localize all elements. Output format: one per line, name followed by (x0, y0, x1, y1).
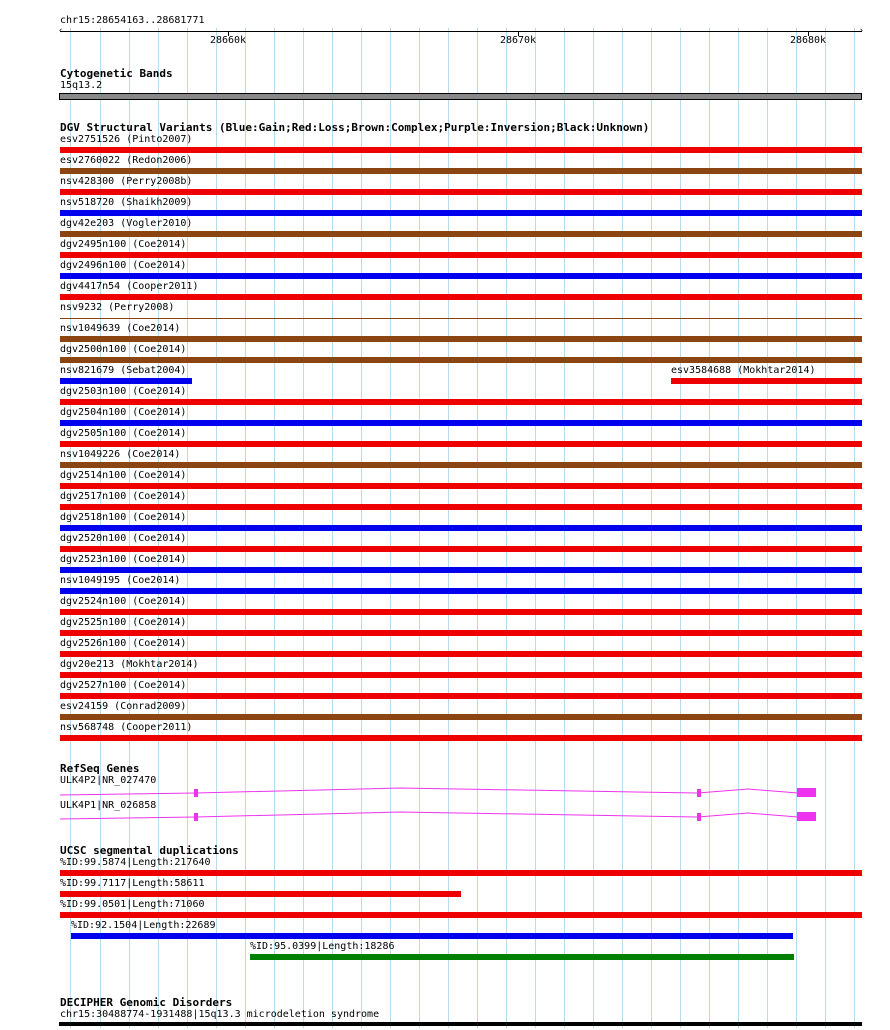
dgv-feature-label[interactable]: dgv42e203 (Vogler2010) (60, 218, 193, 229)
gene-intron-line (60, 788, 798, 795)
dgv-feature-label[interactable]: nsv821679 (Sebat2004) (60, 365, 187, 376)
track-title-segdups[interactable]: UCSC segmental duplications (60, 844, 239, 857)
dgv-feature-label[interactable]: dgv2517n100 (Coe2014) (60, 491, 187, 502)
ruler-tick-label: 28660k (209, 35, 247, 46)
segdup-bar[interactable] (60, 891, 461, 897)
gene-label[interactable]: ULK4P1|NR_026858 (60, 800, 157, 811)
dgv-feature-label[interactable]: dgv2496n100 (Coe2014) (60, 260, 187, 271)
dgv-feature-label[interactable]: dgv2520n100 (Coe2014) (60, 533, 187, 544)
dgv-feature-bar[interactable] (60, 504, 862, 510)
dgv-feature-label[interactable]: dgv2505n100 (Coe2014) (60, 428, 187, 439)
dgv-feature-label[interactable]: esv2751526 (Pinto2007) (60, 134, 193, 145)
dgv-feature-label[interactable]: dgv2524n100 (Coe2014) (60, 596, 187, 607)
gene-model-ulk4p2 (60, 788, 816, 797)
dgv-feature-bar[interactable] (60, 231, 862, 237)
dgv-feature-label[interactable]: dgv20e213 (Mokhtar2014) (60, 659, 199, 670)
decipher-feature-bar[interactable] (59, 1022, 862, 1026)
dgv-feature-bar[interactable] (60, 462, 862, 468)
dgv-feature-label[interactable]: dgv4417n54 (Cooper2011) (60, 281, 199, 292)
segdup-label[interactable]: %ID:95.0399|Length:18286 (250, 941, 395, 952)
dgv-feature-bar[interactable] (60, 399, 862, 405)
dgv-feature-label[interactable]: dgv2495n100 (Coe2014) (60, 239, 187, 250)
dgv-feature-bar[interactable] (60, 735, 862, 741)
dgv-feature-bar[interactable] (671, 378, 862, 384)
segdup-bar[interactable] (250, 954, 794, 960)
dgv-feature-label[interactable]: nsv1049226 (Coe2014) (60, 449, 181, 460)
dgv-feature-label[interactable]: nsv9232 (Perry2008) (60, 302, 175, 313)
dgv-feature-label[interactable]: nsv568748 (Cooper2011) (60, 722, 193, 733)
gene-intron-line (60, 812, 798, 819)
dgv-feature-bar[interactable] (60, 693, 862, 699)
dgv-feature-bar[interactable] (60, 189, 862, 195)
dgv-feature-bar[interactable] (60, 147, 862, 153)
gene-label[interactable]: ULK4P2|NR_027470 (60, 775, 157, 786)
dgv-feature-bar[interactable] (60, 483, 862, 489)
track-title-cytoband[interactable]: Cytogenetic Bands (60, 67, 173, 80)
dgv-feature-label[interactable]: esv3584688 (Mokhtar2014) (671, 365, 816, 376)
dgv-feature-label[interactable]: nsv428300 (Perry2008b) (60, 176, 193, 187)
segdup-label[interactable]: %ID:99.5874|Length:217640 (60, 857, 211, 868)
ruler-tick-label: 28670k (499, 35, 537, 46)
dgv-feature-bar[interactable] (60, 168, 862, 174)
track-title-dgv[interactable]: DGV Structural Variants (Blue:Gain;Red:Loss;Brown:Complex;Purple:Inversion;Black:Unknown) (60, 121, 650, 134)
track-title-decipher[interactable]: DECIPHER Genomic Disorders (60, 996, 233, 1009)
dgv-feature-bar[interactable] (60, 318, 862, 319)
dgv-feature-label[interactable]: dgv2504n100 (Coe2014) (60, 407, 187, 418)
dgv-feature-bar[interactable] (60, 630, 862, 636)
dgv-feature-bar[interactable] (60, 672, 862, 678)
dgv-feature-bar[interactable] (60, 546, 862, 552)
dgv-feature-label[interactable]: dgv2527n100 (Coe2014) (60, 680, 187, 691)
dgv-feature-label[interactable]: dgv2526n100 (Coe2014) (60, 638, 187, 649)
gene-exon (194, 813, 198, 821)
scroll-left-arrow-icon[interactable]: ‹ (58, 26, 64, 36)
ruler-tick-label: 28680k (789, 35, 827, 46)
cytoband-bar[interactable] (59, 93, 862, 100)
dgv-feature-bar[interactable] (60, 252, 862, 258)
segdup-bar[interactable] (71, 933, 793, 939)
dgv-feature-label[interactable]: dgv2503n100 (Coe2014) (60, 386, 187, 397)
cytoband-label: 15q13.2 (60, 80, 103, 91)
track-title-refseq[interactable]: RefSeq Genes (60, 762, 140, 775)
gene-model-ulk4p1 (60, 812, 816, 821)
dgv-feature-label[interactable]: dgv2500n100 (Coe2014) (60, 344, 187, 355)
gene-exon (797, 812, 816, 821)
dgv-feature-bar[interactable] (60, 420, 862, 426)
segdup-bar[interactable] (60, 870, 862, 876)
dgv-feature-label[interactable]: nsv1049639 (Coe2014) (60, 323, 181, 334)
dgv-feature-bar[interactable] (60, 588, 862, 594)
dgv-feature-label[interactable]: dgv2525n100 (Coe2014) (60, 617, 187, 628)
dgv-feature-label[interactable]: nsv518720 (Shaikh2009) (60, 197, 193, 208)
dgv-feature-label[interactable]: nsv1049195 (Coe2014) (60, 575, 181, 586)
ruler-line (60, 31, 862, 32)
segdup-bar[interactable] (60, 912, 862, 918)
dgv-feature-bar[interactable] (60, 567, 862, 573)
dgv-feature-label[interactable]: dgv2514n100 (Coe2014) (60, 470, 187, 481)
segdup-label[interactable]: %ID:99.7117|Length:58611 (60, 878, 205, 889)
decipher-feature-label[interactable]: chr15:30488774-1931488|15q13.3 microdeletion syndrome (60, 1009, 380, 1020)
dgv-feature-bar[interactable] (60, 294, 862, 300)
dgv-feature-label[interactable]: esv24159 (Conrad2009) (60, 701, 187, 712)
dgv-feature-bar[interactable] (60, 210, 862, 216)
gene-exon (194, 789, 198, 797)
segdup-label[interactable]: %ID:99.0501|Length:71060 (60, 899, 205, 910)
segdup-label[interactable]: %ID:92.1504|Length:22689 (71, 920, 216, 931)
gene-exon (797, 788, 816, 797)
dgv-feature-label[interactable]: esv2760022 (Redon2006) (60, 155, 193, 166)
dgv-feature-bar[interactable] (60, 273, 862, 279)
dgv-feature-bar[interactable] (60, 651, 862, 657)
dgv-feature-bar[interactable] (60, 378, 192, 384)
dgv-feature-bar[interactable] (60, 609, 862, 615)
dgv-feature-bar[interactable] (60, 336, 862, 342)
dgv-feature-bar[interactable] (60, 357, 862, 363)
gene-exon (697, 813, 701, 821)
scroll-right-arrow-icon[interactable]: › (858, 26, 864, 36)
coordinate-ruler[interactable] (60, 26, 862, 46)
ruler-range-label: chr15:28654163..28681771 (60, 15, 205, 26)
gene-exon (697, 789, 701, 797)
dgv-feature-bar[interactable] (60, 714, 862, 720)
dgv-feature-bar[interactable] (60, 441, 862, 447)
dgv-feature-bar[interactable] (60, 525, 862, 531)
dgv-feature-label[interactable]: dgv2518n100 (Coe2014) (60, 512, 187, 523)
dgv-feature-label[interactable]: dgv2523n100 (Coe2014) (60, 554, 187, 565)
